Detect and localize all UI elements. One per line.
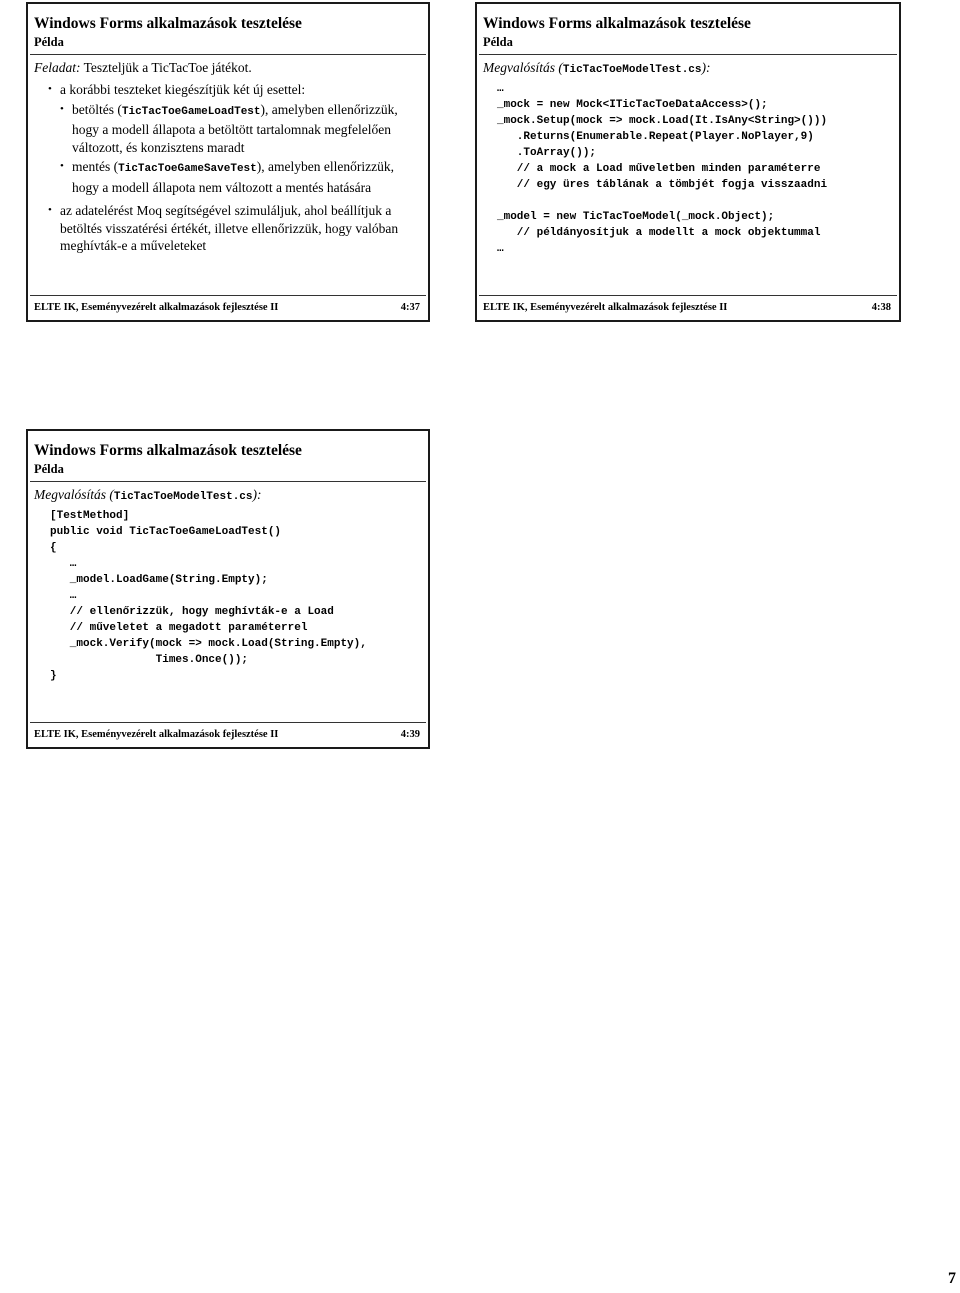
implementation-heading: Megvalósítás (TicTacToeModelTest.cs): — [483, 60, 711, 76]
slide-footer: ELTE IK, Eseményvezérelt alkalmazások fejlesztése II — [34, 302, 279, 313]
slide-subtitle: Példa — [34, 462, 64, 476]
title-divider — [479, 54, 897, 55]
slide-title: Windows Forms alkalmazások tesztelése — [34, 15, 302, 32]
slide-footer: ELTE IK, Eseményvezérelt alkalmazások fejlesztése II — [34, 729, 279, 740]
slide-subtitle: Példa — [483, 35, 513, 49]
slide-title: Windows Forms alkalmazások tesztelése — [34, 442, 302, 459]
load-test-name: TicTacToeGameLoadTest — [121, 105, 261, 118]
title-divider — [30, 54, 426, 55]
file-name: TicTacToeModelTest.cs — [113, 491, 253, 503]
slide-4-39 — [26, 429, 430, 749]
save-test-name: TicTacToeGameSaveTest — [118, 163, 257, 175]
slide-title: Windows Forms alkalmazások tesztelése — [483, 15, 751, 32]
title-divider — [30, 481, 426, 482]
slide-4-37 — [26, 2, 430, 322]
code-block: [TestMethod] public void TicTacToeGameLoadTest() { … _model.LoadGame(String.Empty); … // ellenőrizzük, hogy meghívták-e a Load // műveletet a megadott paraméterrel _mock.Verify(mock => mock.Load(String.Empty), Times.Once()); } — [50, 510, 367, 682]
bullet-tests: • a korábbi teszteket kiegészítjük két új esettel: • betöltés (TicTacToeGameLoadTest), amelyben ellenőrizzük, hogy a modell állapota a betöltött tartalomnak megfelelően változott, és konzisztens maradt • mentés (TicTacToeGameSaveTest), amelyben ellenőrizzük, hogy a modell állapota nem változott a mentés hatására — [60, 81, 424, 196]
slide-content — [34, 59, 424, 255]
task-text: Teszteljük a TicTacToe játékot. — [80, 60, 252, 75]
task-line — [34, 59, 424, 77]
sub-bullet-load: • betöltés (TicTacToeGameLoadTest), amelyben ellenőrizzük, hogy a modell állapota a betöltött tartalomnak megfelelően változott, és konzisztens maradt — [72, 101, 424, 157]
code-block: … _mock = new Mock<ITicTacToeDataAccess>(); _mock.Setup(mock => mock.Load(It.IsAny<String>())) .Returns(Enumerable.Repeat(Player.NoPlayer,9) .ToArray()); // a mock a Load műveletben minden paraméterre // egy üres táblának a tömbjét fogja visszaadni _model = new TicTacToeModel(_mock.Object); // példányosítjuk a modellt a mock objektummal … — [497, 83, 828, 255]
slide-number: 4:38 — [871, 302, 891, 313]
page-number: 7 — [948, 1270, 956, 1287]
slide-number: 4:39 — [400, 729, 420, 740]
slide-subtitle: Példa — [34, 35, 64, 49]
slide-4-38 — [475, 2, 901, 322]
file-name: TicTacToeModelTest.cs — [562, 64, 702, 76]
slide-content — [483, 59, 895, 257]
footer-divider — [479, 295, 897, 296]
footer-divider — [30, 295, 426, 296]
slide-content — [34, 486, 424, 684]
task-label: Feladat: — [34, 60, 81, 75]
bullet-moq: • az adatelérést Moq segítségével szimuláljuk, ahol beállítjuk a betöltés visszatérési értékét, illetve ellenőrizzük, hogy valóban meghívták-e a műveleteket — [60, 202, 424, 255]
footer-divider — [30, 722, 426, 723]
implementation-heading: Megvalósítás (TicTacToeModelTest.cs): — [34, 487, 262, 503]
slide-number: 4:37 — [400, 302, 420, 313]
slide-footer: ELTE IK, Eseményvezérelt alkalmazások fejlesztése II — [483, 302, 728, 313]
sub-bullet-save: • mentés (TicTacToeGameSaveTest), amelyben ellenőrizzük, hogy a modell állapota nem változott a mentés hatására — [72, 158, 424, 196]
